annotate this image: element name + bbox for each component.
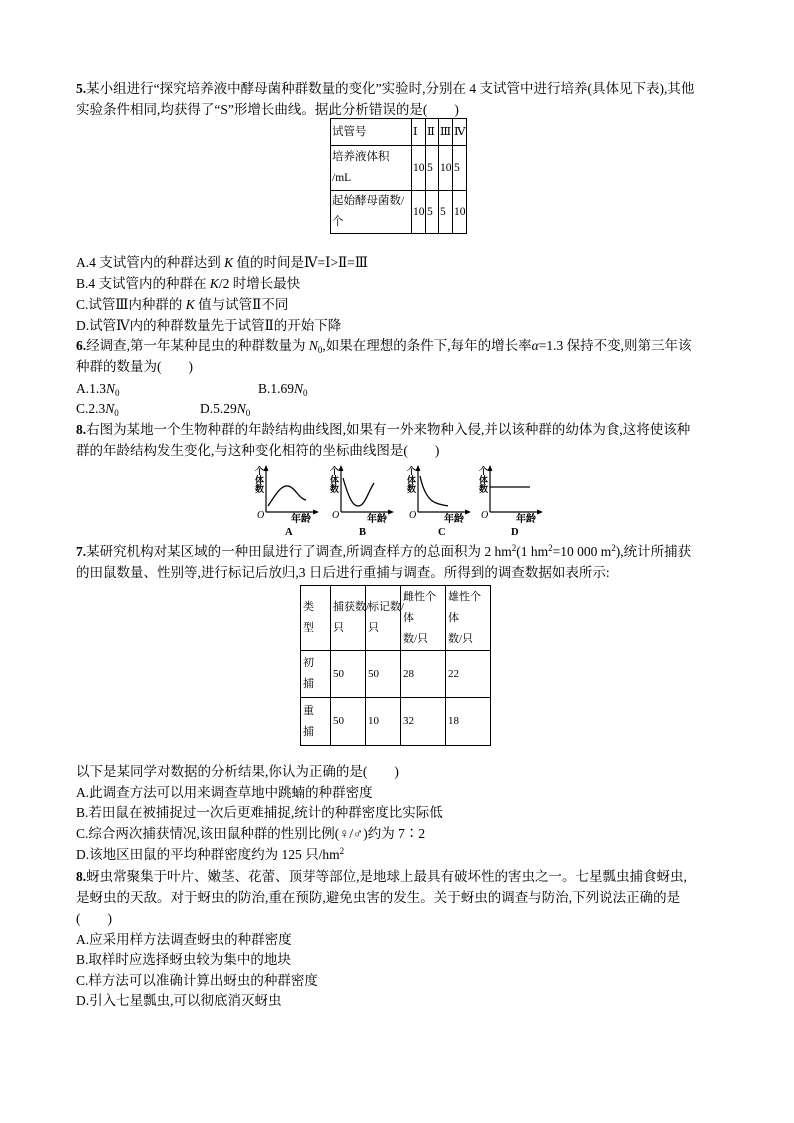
table-header-row bbox=[331, 119, 467, 146]
table-header-cell: Ⅳ bbox=[453, 119, 467, 146]
table-cell: 5 bbox=[453, 146, 467, 191]
graph-b-y-arrow bbox=[339, 465, 344, 471]
table-cell: 28 bbox=[401, 651, 446, 698]
graph-c-x-arrow bbox=[465, 510, 471, 515]
row-label-line: 捕 bbox=[303, 678, 314, 690]
graph-b-origin: O bbox=[332, 510, 340, 521]
option-text: D.5.29 bbox=[200, 401, 237, 416]
q6-option-c bbox=[76, 398, 119, 419]
q7-option-c: C.综合两次捕获情况,该田鼠种群的性别比例(♀/♂)约为 7∶2 bbox=[76, 826, 426, 841]
q5-option-b bbox=[76, 273, 300, 294]
table-cell: 10 bbox=[453, 191, 467, 234]
q5-stem-text: 某小组进行“探究培养液中酵母菌种群数量的变化”实验时,分别在 4 支试管中进行培养(具体见下表),其他 bbox=[86, 81, 695, 96]
option-text: 值与试管Ⅱ不同 bbox=[194, 297, 289, 312]
option-text: C.试管Ⅲ内种群的 bbox=[76, 297, 186, 312]
table-cell: 22 bbox=[446, 651, 491, 698]
table-header-cell bbox=[446, 586, 491, 651]
header-line: 雄性个 bbox=[448, 590, 481, 603]
graph-d-x-arrow bbox=[537, 510, 543, 515]
table-header-row bbox=[301, 586, 491, 651]
option-text: B.4 支试管内的种群在 bbox=[76, 276, 210, 291]
table-row bbox=[331, 146, 467, 191]
stem-superscript: 2 bbox=[511, 543, 517, 553]
q8b-option-c: C.样方法可以准确计算出蚜虫的种群密度 bbox=[76, 973, 318, 988]
graph-c-y-arrow bbox=[416, 465, 421, 471]
q5-number: 5. bbox=[76, 81, 87, 96]
graph-c-ylabel: 个体数 bbox=[406, 466, 416, 493]
stem-variable: N bbox=[308, 338, 318, 353]
stem-superscript: 2 bbox=[611, 543, 616, 553]
graph-b-x-arrow bbox=[388, 510, 394, 515]
q8b-option-d: D.引入七星瓢虫,可以彻底消灭蚜虫 bbox=[76, 993, 282, 1008]
header-line: 捕获数/ bbox=[333, 601, 370, 613]
table-row bbox=[301, 651, 491, 698]
header-line: 只 bbox=[333, 622, 344, 634]
header-line: 数/只 bbox=[448, 632, 474, 645]
option-subscript: 0 bbox=[114, 408, 119, 418]
table-cell: 32 bbox=[401, 698, 446, 746]
option-variable: N bbox=[106, 381, 116, 396]
option-variable: N bbox=[105, 401, 115, 416]
q7-stem-line2: 的田鼠数量、性别等,进行标记后放归,3 日后进行重捕与调查。所得到的调查数据如表所示: bbox=[76, 565, 610, 580]
q7-number: 7. bbox=[76, 544, 87, 559]
stem-text: (1 hm bbox=[516, 544, 549, 559]
table-row-label bbox=[301, 698, 331, 746]
q8b-stem-line1 bbox=[76, 866, 687, 887]
header-line: 类 bbox=[303, 601, 314, 613]
graph-b-curve bbox=[343, 478, 374, 506]
option-variable: N bbox=[236, 401, 246, 416]
graph-d-ylabel: 个体数 bbox=[478, 466, 488, 493]
stem-text: =10 000 m bbox=[552, 544, 612, 559]
table-row-label bbox=[331, 146, 412, 191]
graph-a-ylabel: 个体数 bbox=[254, 466, 264, 493]
q8b-option-a: A.应采用样方法调查蚜虫的种群密度 bbox=[76, 932, 292, 947]
option-variable: N bbox=[294, 381, 304, 396]
q6-stem-line2: 种群的数量为( ) bbox=[76, 359, 193, 374]
q6-option-b bbox=[258, 378, 308, 399]
graph-c-xlabel: 年龄 bbox=[444, 514, 464, 525]
q7-option-a: A.此调查方法可以用来调查草地中跳蝻的种群密度 bbox=[76, 785, 373, 800]
header-line: 数/只 bbox=[403, 632, 429, 645]
q8a-number: 8. bbox=[76, 422, 87, 437]
stem-text: ),统计所捕获 bbox=[615, 544, 692, 559]
graph-d-y-arrow bbox=[488, 465, 493, 471]
graph-d-xlabel: 年龄 bbox=[516, 514, 536, 525]
stem-text: 右图为某地一个生物种群的年龄结构曲线图,如果有一外来物种入侵,并以该种群的幼体为食,这将使该种 bbox=[86, 422, 691, 437]
q7-stem-line1 bbox=[76, 541, 691, 562]
table-header-cell bbox=[331, 586, 370, 651]
q5-option-a bbox=[76, 252, 368, 273]
q5-option-c bbox=[76, 294, 288, 315]
stem-text: 蚜虫常聚集于叶片、嫩茎、花蕾、顶芽等部位,是地球上最具有破坏性的害虫之一。七星瓢虫捕食蚜虫, bbox=[86, 869, 687, 884]
q6-option-a bbox=[76, 378, 120, 399]
table-row-label-line: 培养液体积 bbox=[332, 151, 390, 163]
option-subscript: 0 bbox=[115, 388, 120, 398]
table-header-cell: 试管号 bbox=[331, 119, 412, 146]
graph-a-label: A bbox=[285, 527, 293, 538]
table-row-label bbox=[301, 651, 331, 698]
table-cell: 50 bbox=[366, 651, 401, 698]
q5-stem-line1 bbox=[76, 78, 694, 99]
row-label-line: 初 bbox=[303, 657, 314, 669]
header-line: 标记数/ bbox=[368, 601, 405, 613]
option-variable: K bbox=[185, 297, 195, 312]
table-header-cell: Ⅲ bbox=[439, 119, 453, 146]
graph-b-xlabel: 年龄 bbox=[367, 514, 387, 525]
table-cell: 10 bbox=[439, 146, 453, 191]
table-row-label-line: 起始酵母菌数/ bbox=[332, 195, 405, 207]
q8b-stem-line3: ( ) bbox=[76, 911, 112, 926]
stem-text: 某研究机构对某区域的一种田鼠进行了调查,所调查样方的总面积为 2 hm bbox=[86, 544, 512, 559]
option-subscript: 0 bbox=[303, 388, 308, 398]
table-cell: 10 bbox=[412, 191, 426, 234]
graph-c-curve bbox=[420, 476, 448, 506]
table-header-cell bbox=[301, 586, 331, 651]
table-header-cell bbox=[366, 586, 405, 651]
option-text: B.1.69 bbox=[258, 381, 295, 396]
graph-a-origin: O bbox=[257, 510, 265, 521]
header-line: 型 bbox=[303, 622, 314, 634]
table-row-label-line: /mL bbox=[332, 172, 352, 184]
header-line: 体 bbox=[403, 611, 414, 624]
option-text: C.2.3 bbox=[76, 401, 106, 416]
table-cell: 50 bbox=[331, 651, 366, 698]
graph-d-label: D bbox=[511, 527, 519, 538]
q6-stem-line1 bbox=[76, 335, 691, 356]
table-row-label-line: 个 bbox=[332, 216, 344, 228]
row-label-line: 重 bbox=[303, 704, 314, 717]
table-cell: 5 bbox=[439, 191, 453, 234]
q8a-stem-line1 bbox=[76, 419, 690, 440]
q7-intro: 以下是某同学对数据的分析结果,你认为正确的是( ) bbox=[76, 764, 399, 779]
stem-text: 经调查,第一年某种昆虫的种群数量为 bbox=[86, 338, 309, 353]
header-line: 雌性个 bbox=[403, 590, 436, 603]
stem-text: ,如果在理想的条件下,每年的增长率 bbox=[322, 338, 532, 353]
graph-b-label: B bbox=[359, 527, 367, 538]
graph-b-ylabel: 个体数 bbox=[329, 466, 339, 493]
table-cell: 10 bbox=[366, 698, 401, 746]
option-text: A.4 支试管内的种群达到 bbox=[76, 255, 225, 270]
option-text: 值的时间是Ⅳ=Ⅰ>Ⅱ=Ⅲ bbox=[233, 255, 368, 270]
table-cell: 50 bbox=[331, 698, 366, 746]
graph-a-curve bbox=[268, 486, 306, 506]
stem-text: =1.3 保持不变,则第三年该 bbox=[538, 338, 692, 353]
table-header-cell: Ⅰ bbox=[412, 119, 426, 146]
graph-d-origin: O bbox=[481, 510, 489, 521]
header-line: 体 bbox=[448, 611, 459, 624]
q6-option-d bbox=[200, 398, 250, 419]
graph-c-origin: O bbox=[409, 510, 417, 521]
option-superscript: 2 bbox=[339, 846, 345, 856]
table-row bbox=[301, 698, 491, 746]
table-row bbox=[331, 191, 467, 234]
q8b-stem-line2: 是蚜虫的天敌。对于蚜虫的防治,重在预防,避免虫害的发生。关于蚜虫的调查与防治,下列说法正确的是 bbox=[76, 890, 681, 905]
q6-number: 6. bbox=[76, 338, 87, 353]
row-label-line: 捕 bbox=[303, 725, 314, 738]
q8a-stem-line2: 群的年龄结构发生变化,与这种变化相符的坐标曲线图是( ) bbox=[76, 443, 440, 458]
q8b-option-b: B.取样时应选择蚜虫较为集中的地块 bbox=[76, 952, 291, 967]
option-text: /2 时增长最快 bbox=[218, 276, 301, 291]
q7-option-d bbox=[76, 844, 344, 865]
graph-c-label: C bbox=[438, 527, 446, 538]
table-cell: 10 bbox=[412, 146, 426, 191]
q8b-number: 8. bbox=[76, 869, 87, 884]
q7-option-b: B.若田鼠在被捕捉过一次后更难捕捉,统计的种群密度比实际低 bbox=[76, 805, 443, 820]
header-line: 只 bbox=[368, 622, 379, 634]
q5-stem-line2: 实验条件相同,均获得了“S”形增长曲线。据此分析错误的是( ) bbox=[76, 102, 459, 117]
table-cell: 5 bbox=[426, 191, 439, 234]
graph-a-xlabel: 年龄 bbox=[291, 514, 311, 525]
stem-subscript: 0 bbox=[317, 345, 323, 355]
graph-a-x-arrow bbox=[313, 510, 319, 515]
q5-table bbox=[330, 118, 467, 234]
q7-table bbox=[300, 585, 491, 746]
table-header-cell: Ⅱ bbox=[426, 119, 439, 146]
option-subscript: 0 bbox=[245, 408, 251, 418]
option-text: A.1.3 bbox=[76, 381, 106, 396]
table-header-cell bbox=[401, 586, 446, 651]
stem-variable: α bbox=[531, 338, 539, 353]
table-cell: 18 bbox=[446, 698, 491, 746]
table-cell: 5 bbox=[426, 146, 439, 191]
graph-a-y-arrow bbox=[264, 465, 269, 471]
table-row-label bbox=[331, 191, 412, 234]
option-text: D.该地区田鼠的平均种群密度约为 125 只/hm bbox=[76, 847, 340, 862]
stem-superscript: 2 bbox=[548, 543, 553, 553]
q5-option-d: D.试管Ⅳ内的种群数量先于试管Ⅱ的开始下降 bbox=[76, 318, 342, 333]
option-variable: K bbox=[209, 276, 219, 291]
option-variable: K bbox=[224, 255, 234, 270]
